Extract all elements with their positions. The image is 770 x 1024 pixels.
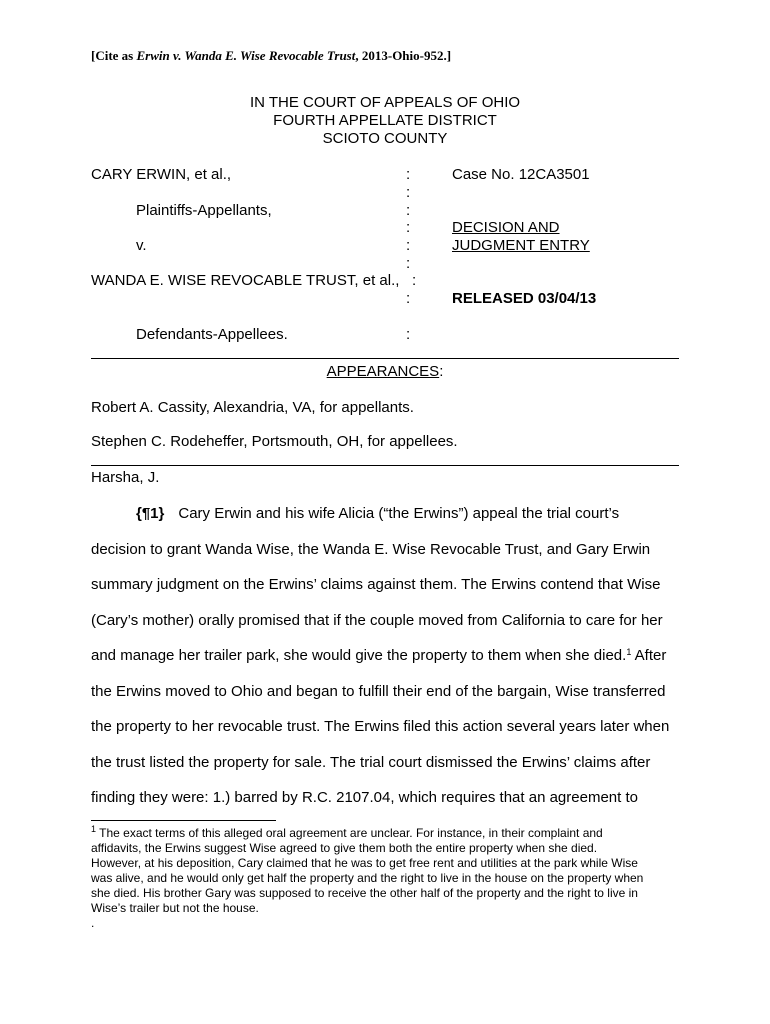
release-date: RELEASED 03/04/13 — [452, 290, 597, 307]
citation-case-name: Erwin v. Wanda E. Wise Revocable Trust — [136, 48, 356, 63]
opinion-line: (Cary’s mother) orally promised that if the couple moved from California to care for her — [91, 612, 663, 629]
opinion-text: After — [631, 647, 667, 664]
court-county: SCIOTO COUNTY — [322, 130, 448, 147]
caption-colon: : — [406, 290, 411, 307]
appellants-counsel: Robert A. Cassity, Alexandria, VA, for appellants. — [91, 399, 414, 416]
appearances-heading-colon: : — [439, 363, 444, 380]
appellee-name: WANDA E. WISE REVOCABLE TRUST, et al., — [91, 272, 400, 289]
caption-colon: : — [406, 202, 411, 219]
citation-header — [91, 48, 451, 64]
opinion-line: the Erwins moved to Ohio and began to fulfill their end of the bargain, Wise transferred — [91, 683, 666, 700]
case-number: Case No. 12CA3501 — [452, 166, 590, 183]
opinion-line — [136, 505, 619, 522]
citation-prefix: [Cite as — [91, 48, 137, 63]
caption-colon: : — [406, 237, 411, 254]
caption-colon: : — [406, 219, 411, 236]
footnote-line — [91, 826, 603, 840]
caption-colon: : — [406, 255, 411, 272]
footnote-number: 1 — [91, 824, 97, 834]
appellees-counsel: Stephen C. Rodeheffer, Portsmouth, OH, for appellees. — [91, 433, 458, 450]
decision-title-line1: DECISION AND — [452, 219, 560, 236]
versus: v. — [136, 237, 147, 254]
footnote-line: Wise’s trailer but not the house. — [91, 901, 259, 915]
footnote-text: The exact terms of this alleged oral agreement are unclear. For instance, in their complaint and — [96, 826, 603, 840]
opinion-line: finding they were: 1.) barred by R.C. 2107.04, which requires that an agreement to — [91, 789, 638, 806]
appellee-role: Defendants-Appellees. — [136, 326, 288, 343]
opinion-line — [91, 647, 666, 664]
footnote-line: affidavits, the Erwins suggest Wise agreed to give them both the entire property when she died. — [91, 841, 598, 855]
paragraph-marker: {¶1} — [136, 505, 165, 522]
author-judge: Harsha, J. — [91, 469, 160, 486]
appellant-role: Plaintiffs-Appellants, — [136, 202, 272, 219]
footnote-reference[interactable]: 1 — [626, 647, 632, 657]
divider — [91, 465, 679, 466]
caption-colon: : — [406, 184, 411, 201]
opinion-line: the trust listed the property for sale. The trial court dismissed the Erwins’ claims after — [91, 754, 651, 771]
footnote-line: However, at his deposition, Cary claimed that he was to get free rent and utilities at the park while Wise — [91, 856, 638, 870]
opinion-line: summary judgment on the Erwins’ claims against them. The Erwins contend that Wise — [91, 576, 661, 593]
appellant-name: CARY ERWIN, et al., — [91, 166, 232, 183]
appearances-heading — [0, 363, 770, 380]
footnote-line: she died. His brother Gary was supposed to receive the other half of the property and the right to live in — [91, 886, 638, 900]
caption-colon: : — [412, 272, 417, 289]
opinion-line: the property to her revocable trust. The Erwins filed this action several years later when — [91, 718, 670, 735]
appearances-heading-text: APPEARANCES — [326, 363, 440, 380]
opinion-line: decision to grant Wanda Wise, the Wanda E. Wise Revocable Trust, and Gary Erwin — [91, 541, 651, 558]
footnote-line: was alive, and he would only get half the property and the right to live in the house on the property when — [91, 871, 644, 885]
caption-colon: : — [406, 166, 411, 183]
court-district: FOURTH APPELLATE DISTRICT — [273, 112, 497, 129]
court-name: IN THE COURT OF APPEALS OF OHIO — [249, 94, 521, 111]
opinion-text: Cary Erwin and his wife Alicia (“the Erwins”) appeal the trial court’s — [178, 505, 620, 522]
decision-title-line2: JUDGMENT ENTRY — [452, 237, 590, 254]
divider — [91, 358, 679, 359]
citation-suffix: , 2013-Ohio-952.] — [355, 48, 452, 63]
footnote-line: . — [91, 916, 95, 930]
footnote-divider — [91, 820, 276, 821]
caption-colon: : — [406, 326, 411, 343]
opinion-text: and manage her trailer park, she would give the property to them when she died. — [91, 647, 627, 664]
